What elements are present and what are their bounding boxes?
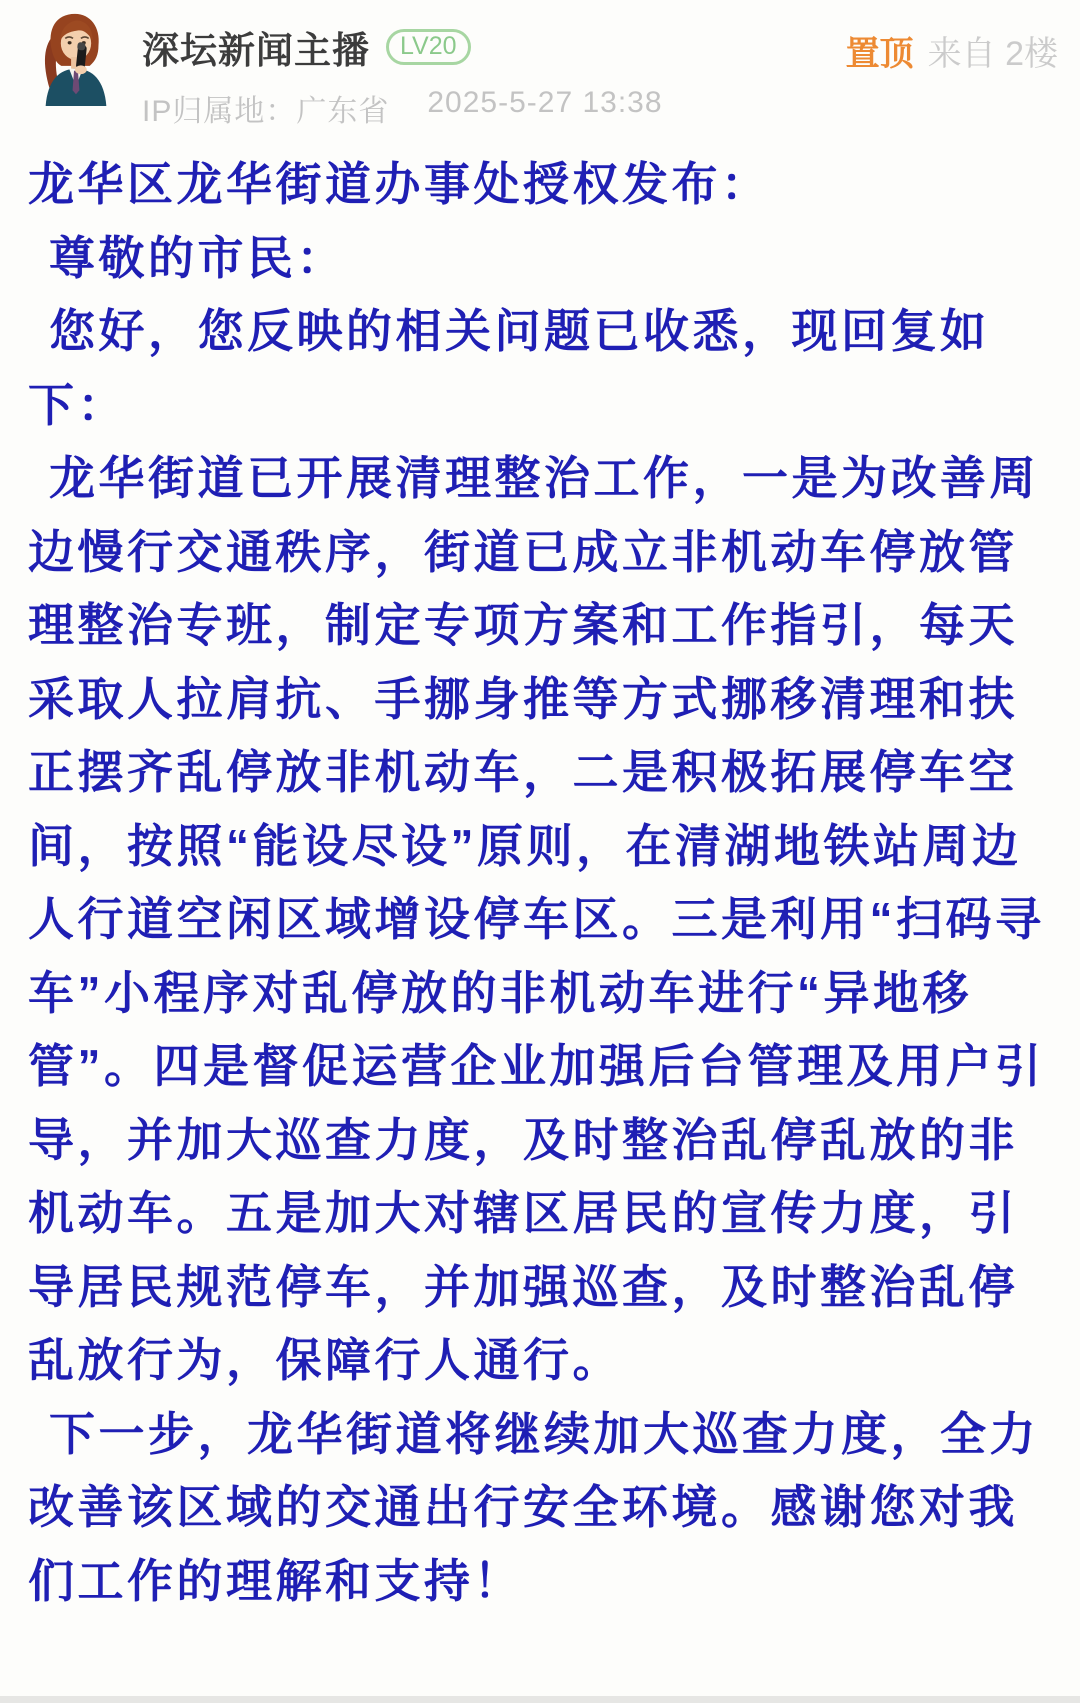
- post-paragraph: 龙华区龙华街道办事处授权发布：: [28, 158, 771, 210]
- post-header: [0, 0, 1080, 130]
- author-username[interactable]: 深坛新闻主播: [142, 30, 370, 71]
- author-block: [142, 8, 663, 130]
- post-paragraph: 尊敬的市民：: [49, 231, 346, 284]
- post-paragraph: 下一步，龙华街道将继续加大巡查力度，全力改善该区域的交通出行安全环境。感谢您对我们工作的理解和支持！: [28, 1407, 1039, 1607]
- pinned-badge: 置顶: [845, 35, 914, 73]
- post-flags: [846, 26, 1058, 75]
- level-badge: LV20: [386, 29, 471, 66]
- floor-label: 来自 2楼: [927, 35, 1058, 73]
- ip-location-label: IP归属地：广东省: [142, 95, 390, 128]
- post-timestamp: 2025-5-27 13:38: [427, 86, 663, 119]
- author-avatar[interactable]: [28, 8, 122, 106]
- post-paragraph: 龙华街道已开展清理整治工作，一是为改善周边慢行交通秩序，街道已成立非机动车停放管理整治专班，制定专项方案和工作指引，每天采取人拉肩抗、手挪身推等方式挪移清理和扶正摆齐乱停放非机动车，二是积极拓展停车空间，按照“能设尽设”原则，在清湖地铁站周边人行道空闲区域增设停车区。三是利用“扫码寻车”小程序对乱停放的非机动车进行“异地移管”。四是督促运营企业加强后台管理及用户引导，并加大巡查力度，及时整治乱停乱放的非机动车。五是加大对辖区居民的宣传力度，引导居民规范停车，并加强巡查，及时整治乱停乱放行为，保障行人通行。: [28, 452, 1045, 1386]
- post-body: [0, 148, 1080, 1618]
- news-anchor-avatar-icon: [28, 8, 122, 106]
- bottom-divider: [0, 1696, 1080, 1703]
- post-paragraph: 您好，您反映的相关问题已收悉，现回复如下：: [28, 305, 990, 431]
